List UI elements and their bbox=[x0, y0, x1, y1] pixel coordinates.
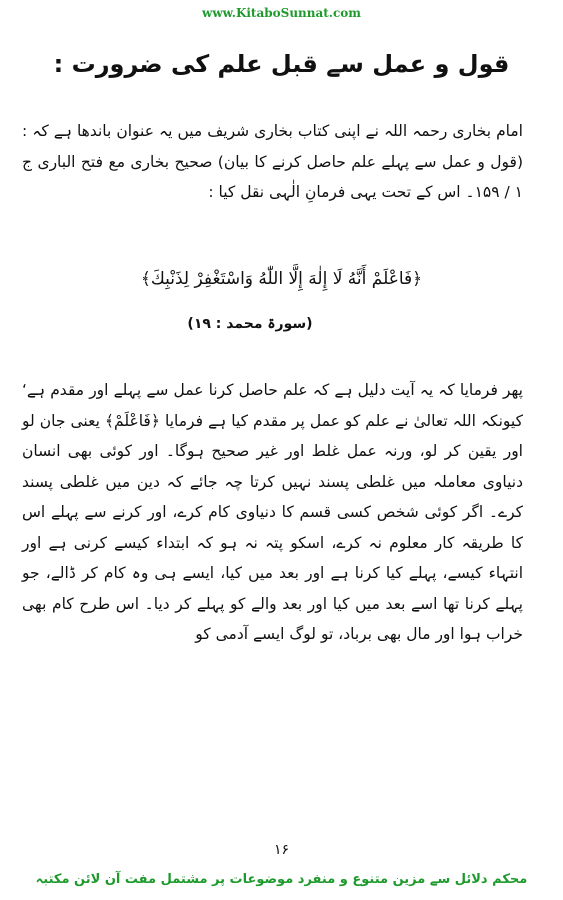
verse-reference: (سورۃ محمد : ۱۹) bbox=[187, 316, 313, 332]
page-title: قول و عمل سے قبل علم کی ضرورت : bbox=[53, 50, 510, 78]
body-paragraph-explanation: پھر فرمایا کہ یہ آیت دلیل ہے کہ علم حاصل کرنا عمل سے پہلے اور مقدم ہے‘ کیونکہ اللہ تعالیٰ نے علم کو عمل پر مقدم کیا ہے فرمایا ﴿فَاعْلَمْ﴾ یعنی جان لو اور یقین کر لو، ورنہ عمل غلط اور غیر صحیح ہوگا۔ اور کوئی بھی انسان دنیاوی معاملہ میں غلطی پسند نہیں کرتا چہ جائے کہ دین میں غلطی پسند کرے۔ اگر کوئی شخص کسی قسم کا دنیاوی کام کرے، اور کرنے سے پہلے اس کا طریقہ کار معلوم نہ کرے، اسکو پتہ نہ ہو کہ ابتداء کیسے کرنی ہے اور انتہاء کیسے، پہلے کیا کرنا ہے اور بعد میں کیا، ایسے ہی وہ کام کر ڈالے، جو پہلے کرنا تھا اسے بعد میں کیا اور بعد والے کو پہلے کر دیا۔ اس طرح کام بھی خراب ہوا اور مال بھی برباد، تو لوگ ایسے آدمی کو bbox=[22, 381, 523, 643]
body-paragraph-intro: امام بخاری رحمہ اللہ نے اپنی کتاب بخاری شریف میں یہ عنوان باندھا ہے کہ : (قول و عمل سے پہلے علم حاصل کرنے کا بیان) صحیح بخاری مع فتح الباری ج ۱ / ۱۵۹۔ اس کے تحت یہی فرمانِ الٰہی نقل کیا : bbox=[22, 122, 523, 201]
quran-verse: ﴿فَاعْلَمْ أَنَّهُ لَا إِلٰهَ إِلَّا اللّٰهُ وَاسْتَغْفِرْ لِذَنْبِكَ﴾ bbox=[140, 269, 423, 289]
footer-tagline: محکم دلائل سے مزین متنوع و منفرد موضوعات پر مشتمل مفت آن لائن مکتبہ bbox=[35, 872, 528, 887]
site-url-header: www.KitaboSunnat.com bbox=[201, 6, 361, 20]
page-number: ۱۶ bbox=[273, 842, 290, 858]
